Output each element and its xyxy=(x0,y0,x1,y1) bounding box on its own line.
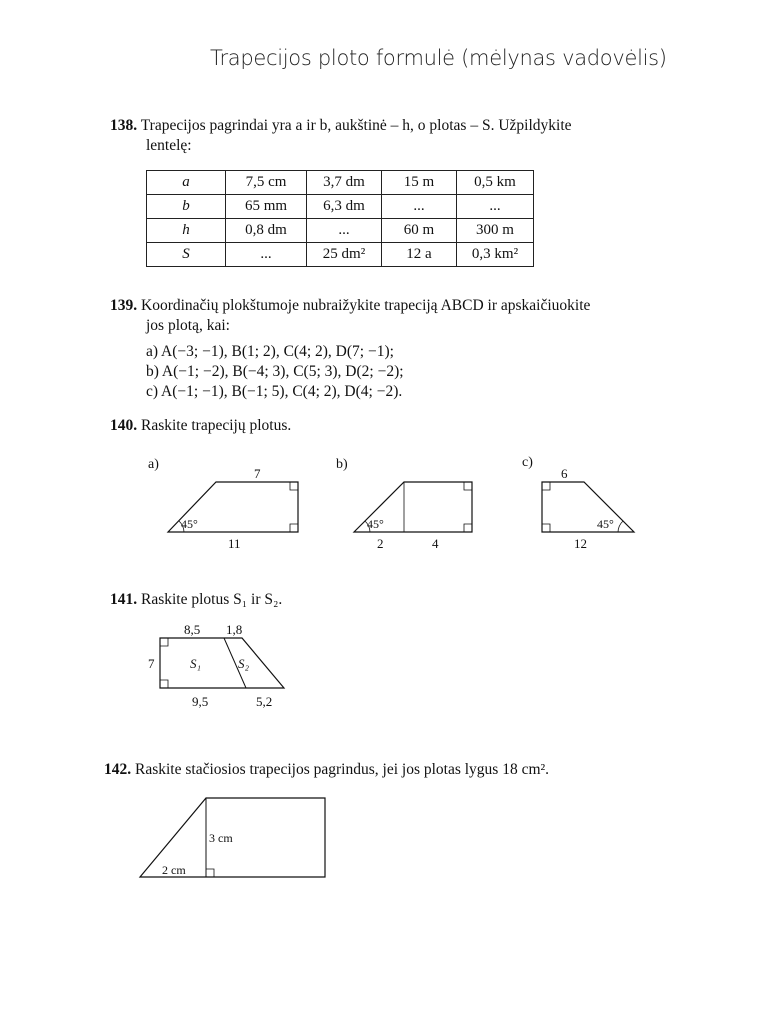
right-angle-mark xyxy=(206,869,214,877)
table-cell: 12 a xyxy=(382,243,457,267)
trapezoid-figure-141 xyxy=(140,620,300,715)
problem-139 xyxy=(110,296,590,336)
right-angle-mark xyxy=(160,638,168,646)
problem-text: Trapecijos pagrindai yra a ir b, aukštinė – h, o plotas – S. Užpildykite xyxy=(140,117,572,134)
problem-text: Raskite stačiosios trapecijos pagrindus, jei jos plotas lygus 18 cm². xyxy=(135,761,550,778)
table-cell: 65 mm xyxy=(226,195,307,219)
angle-label: 45° xyxy=(597,517,614,531)
table-cell: b xyxy=(147,195,226,219)
bottom-right-label: 5,2 xyxy=(256,694,273,709)
table-cell: ... xyxy=(226,243,307,267)
trapezoid-figure-142 xyxy=(130,790,340,890)
right-angle-mark xyxy=(290,524,298,532)
table-cell: 6,3 dm xyxy=(307,195,382,219)
bottom-left-label: 2 xyxy=(377,536,384,551)
trapezoid-figure-a xyxy=(140,452,320,552)
list-item: a) A(−3; −1), B(1; 2), C(4; 2), D(7; −1); xyxy=(146,343,394,360)
problem-142 xyxy=(104,760,549,780)
problem-141 xyxy=(110,590,282,610)
trapezoid-figure-c xyxy=(518,452,648,552)
problem-text-cont: lentelę: xyxy=(146,137,192,154)
list-item: b) A(−1; −2), B(−4; 3), C(5; 3), D(2; −2); xyxy=(146,363,404,380)
problem-140 xyxy=(110,416,291,436)
table-cell: 60 m xyxy=(382,219,457,243)
height-label: 7 xyxy=(148,656,155,671)
right-angle-mark xyxy=(542,524,550,532)
top-base-label: 6 xyxy=(561,466,568,481)
problem-138 xyxy=(110,116,572,156)
top-right-label: 1,8 xyxy=(226,622,243,637)
table-cell: ... xyxy=(382,195,457,219)
right-angle-mark xyxy=(464,524,472,532)
figure-label: c) xyxy=(522,455,533,470)
base-label: 2 cm xyxy=(162,863,186,877)
bottom-left-label: 9,5 xyxy=(192,694,209,709)
table-cell: 0,5 km xyxy=(457,171,534,195)
figure-label: a) xyxy=(148,457,159,472)
right-angle-mark xyxy=(542,482,550,490)
bottom-base-label: 11 xyxy=(228,536,241,551)
figure-label: b) xyxy=(336,457,348,472)
right-angle-mark xyxy=(464,482,472,490)
table-cell: 3,7 dm xyxy=(307,171,382,195)
problem-text-cont: jos plotą, kai: xyxy=(146,317,230,334)
s2-label: S₂ xyxy=(238,656,250,671)
values-table xyxy=(146,170,534,267)
problem-text: Raskite plotus S₁ ir S₂. xyxy=(141,591,283,608)
table-cell: 15 m xyxy=(382,171,457,195)
list-item: c) A(−1; −1), B(−1; 5), C(4; 2), D(4; −2). xyxy=(146,383,403,400)
table-cell: 7,5 cm xyxy=(226,171,307,195)
problem-number: 138. xyxy=(110,117,138,134)
top-left-label: 8,5 xyxy=(184,622,201,637)
table-cell: 25 dm² xyxy=(307,243,382,267)
bottom-right-label: 4 xyxy=(432,536,439,551)
problem-text: Koordinačių plokštumoje nubraižykite trapeciją ABCD ir apskaičiuokite xyxy=(141,297,591,314)
bottom-base-label: 12 xyxy=(574,536,587,551)
table-row xyxy=(147,195,534,219)
table-cell: S xyxy=(147,243,226,267)
table-row xyxy=(147,219,534,243)
table-cell: ... xyxy=(307,219,382,243)
trapezoid-shape xyxy=(160,638,284,688)
table-cell: a xyxy=(147,171,226,195)
angle-arc xyxy=(618,521,623,532)
problem-number: 139. xyxy=(110,297,138,314)
height-label: 3 cm xyxy=(209,831,233,845)
page-title: Trapecijos ploto formulė (mėlynas vadovėlis) xyxy=(210,46,667,70)
problem-text: Raskite trapecijų plotus. xyxy=(141,417,292,434)
problem-number: 142. xyxy=(104,761,132,778)
trapezoid-figure-b xyxy=(330,452,480,552)
angle-label: 45° xyxy=(367,517,384,531)
right-angle-mark xyxy=(290,482,298,490)
top-base-label: 7 xyxy=(254,466,261,481)
table-cell: h xyxy=(147,219,226,243)
table-cell: 0,3 km² xyxy=(457,243,534,267)
right-angle-mark xyxy=(160,680,168,688)
table-row xyxy=(147,243,534,267)
table-row xyxy=(147,171,534,195)
table-cell: 300 m xyxy=(457,219,534,243)
problem-number: 140. xyxy=(110,417,138,434)
s1-label: S₁ xyxy=(190,656,202,671)
table-cell: ... xyxy=(457,195,534,219)
problem-number: 141. xyxy=(110,591,138,608)
angle-label: 45° xyxy=(181,517,198,531)
table-cell: 0,8 dm xyxy=(226,219,307,243)
